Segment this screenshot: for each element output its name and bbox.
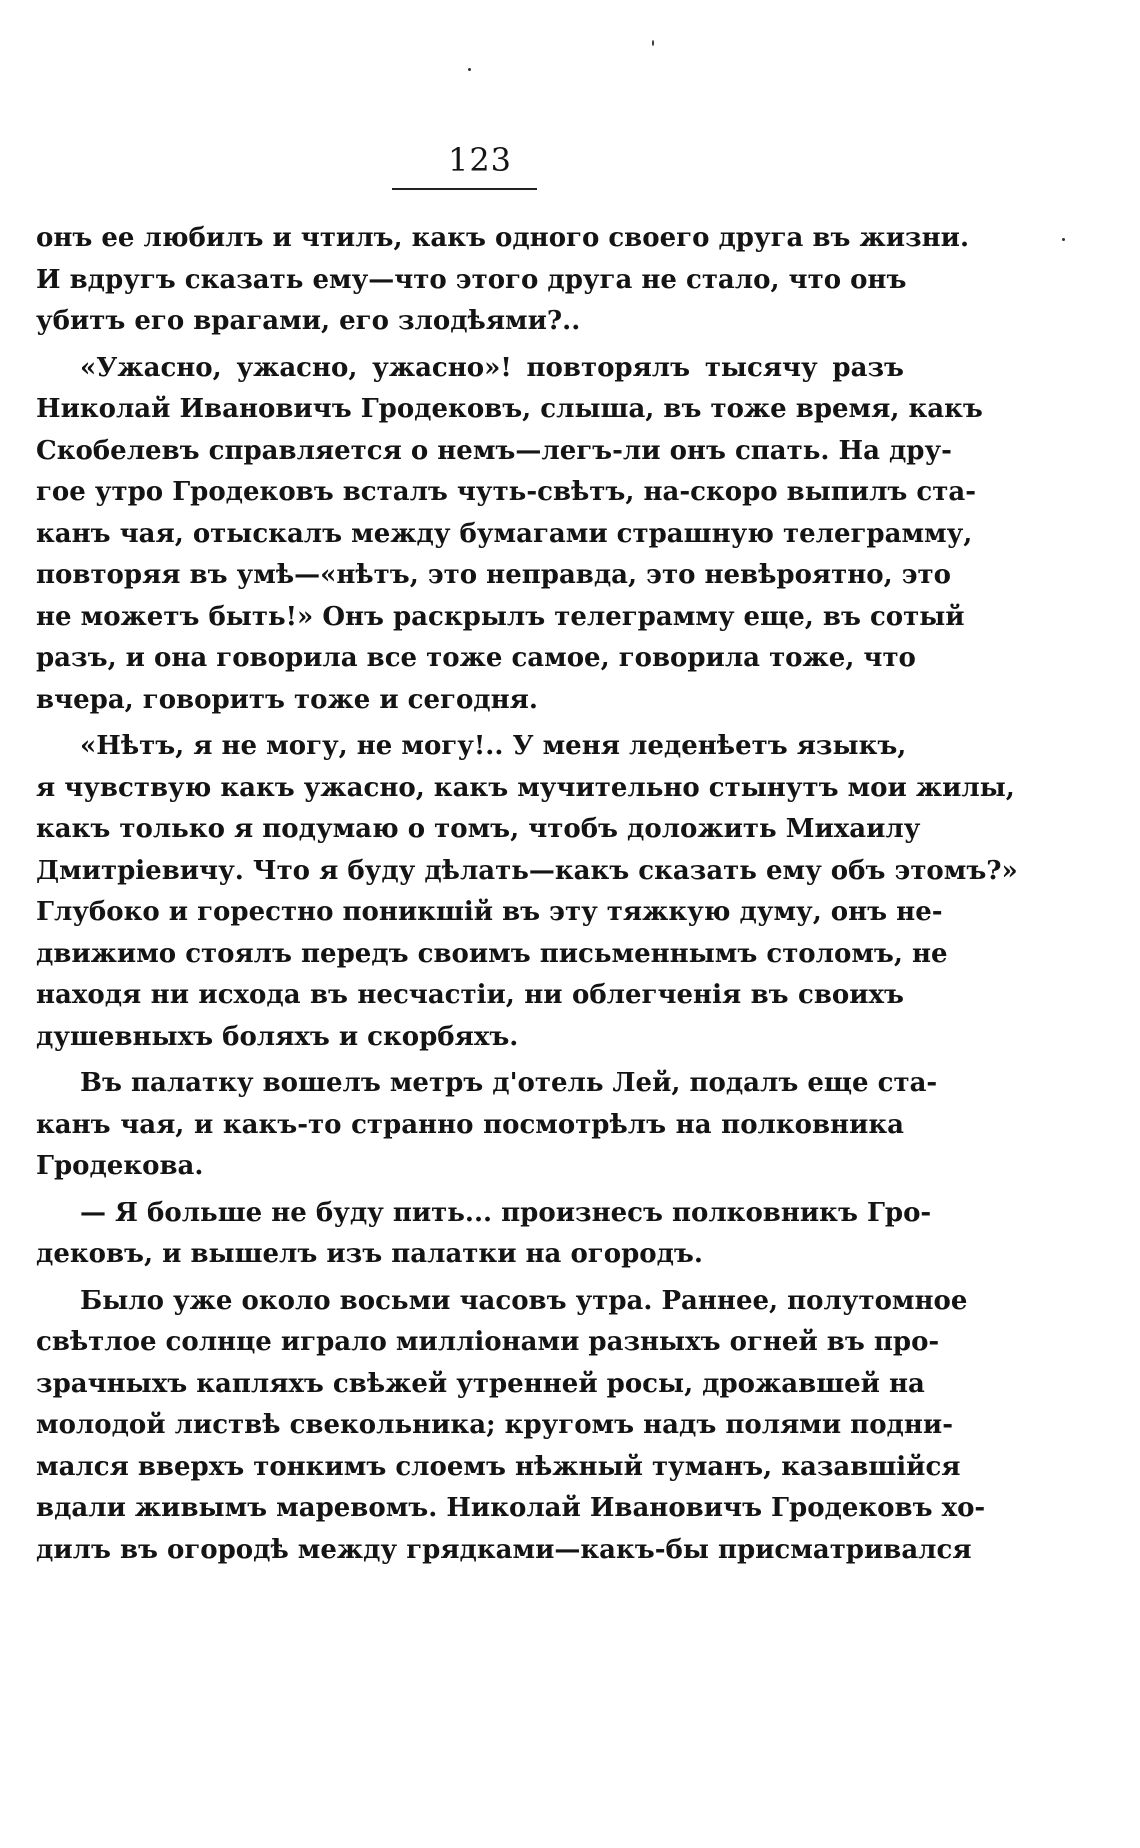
text-line: разъ, и она говорила все тоже самое, говорила тоже, что <box>36 643 916 673</box>
text-line: мался вверхъ тонкимъ слоемъ нѣжный туманъ, казавшійся <box>36 1451 961 1482</box>
text-line: вчера, говоритъ тоже и сегодня. <box>36 684 538 715</box>
text-line: Николай Ивановичъ Гродековъ, слыша, въ тоже время, какъ <box>36 394 983 424</box>
text-line: свѣтлое солнце играло милліонами разныхъ огней въ про- <box>36 1327 940 1357</box>
paragraph <box>36 1063 938 1188</box>
paragraph <box>36 1193 932 1276</box>
body-text <box>36 218 1018 1571</box>
scan-speck <box>468 68 471 71</box>
paragraph <box>36 726 1018 1058</box>
text-line: Дмитріевичу. Что я буду дѣлать—какъ сказать ему объ этомъ?» <box>36 855 1018 886</box>
paragraph <box>36 218 970 343</box>
text-line: Глубоко и горестно поникшій въ эту тяжкую думу, онъ не- <box>36 897 943 927</box>
text-line: дилъ въ огородѣ между грядками—какъ-бы присматривался <box>36 1534 972 1565</box>
text-line: какъ только я подумаю о томъ, чтобъ доложить Михаилу <box>36 814 921 844</box>
text-line: повторяя въ умѣ—«нѣтъ, это неправда, это невѣроятно, это <box>36 560 951 590</box>
text-line: Скобелевъ справляется о немъ—легъ-ли онъ спать. На дру- <box>36 435 952 466</box>
text-line: зрачныхъ капляхъ свѣжей утренней росы, дрожавшей на <box>36 1368 925 1399</box>
scan-speck <box>652 40 654 46</box>
text-line: я чувствую какъ ужасно, какъ мучительно стынутъ мои жилы, <box>36 772 1015 803</box>
text-line: «Нѣтъ, я не могу, не могу!.. У меня леденѣетъ языкъ, <box>80 731 907 761</box>
page-number: 123 <box>447 141 513 179</box>
text-line: Въ палатку вошелъ метръ д'отель Лей, подалъ еще ста- <box>80 1068 938 1098</box>
scan-speck <box>1062 238 1065 241</box>
text-line: «Ужасно, ужасно, ужасно»! повторялъ тысячу разъ <box>80 352 904 383</box>
text-line: гое утро Гродековъ всталъ чуть-свѣтъ, на-скоро выпилъ ста- <box>36 477 976 507</box>
text-line: дековъ, и вышелъ изъ палатки на огородъ. <box>36 1239 703 1269</box>
text-line: душевныхъ боляхъ и скорбяхъ. <box>36 1021 519 1052</box>
paragraph <box>36 348 983 722</box>
header-rule <box>392 188 537 190</box>
text-line: не можетъ быть!» Онъ раскрылъ телеграмму еще, въ сотый <box>36 601 965 632</box>
text-line: убитъ его врагами, его злодѣями?.. <box>36 306 581 336</box>
text-line: молодой листвѣ свекольника; кругомъ надъ полями подни- <box>36 1410 953 1440</box>
paragraph <box>36 1281 986 1572</box>
text-line: канъ чая, отыскалъ между бумагами страшную телеграмму, <box>36 518 973 549</box>
text-line: И вдругъ сказать ему—что этого друга не стало, что онъ <box>36 264 907 295</box>
text-line: вдали живымъ маревомъ. Николай Ивановичъ Гродековъ хо- <box>36 1493 986 1523</box>
text-line: Гродекова. <box>36 1151 204 1181</box>
text-line: находя ни исхода въ несчастіи, ни облегченія въ своихъ <box>36 980 904 1010</box>
text-line: движимо стоялъ передъ своимъ письменнымъ столомъ, не <box>36 938 948 969</box>
text-line: — Я больше не буду пить... произнесъ полковникъ Гро- <box>80 1197 932 1228</box>
text-line: Было уже около восьми часовъ утра. Раннее, полутомное <box>80 1285 968 1316</box>
text-line: онъ ее любилъ и чтилъ, какъ одного своего друга въ жизни. <box>36 223 970 253</box>
text-line: канъ чая, и какъ-то странно посмотрѣлъ на полковника <box>36 1109 904 1140</box>
